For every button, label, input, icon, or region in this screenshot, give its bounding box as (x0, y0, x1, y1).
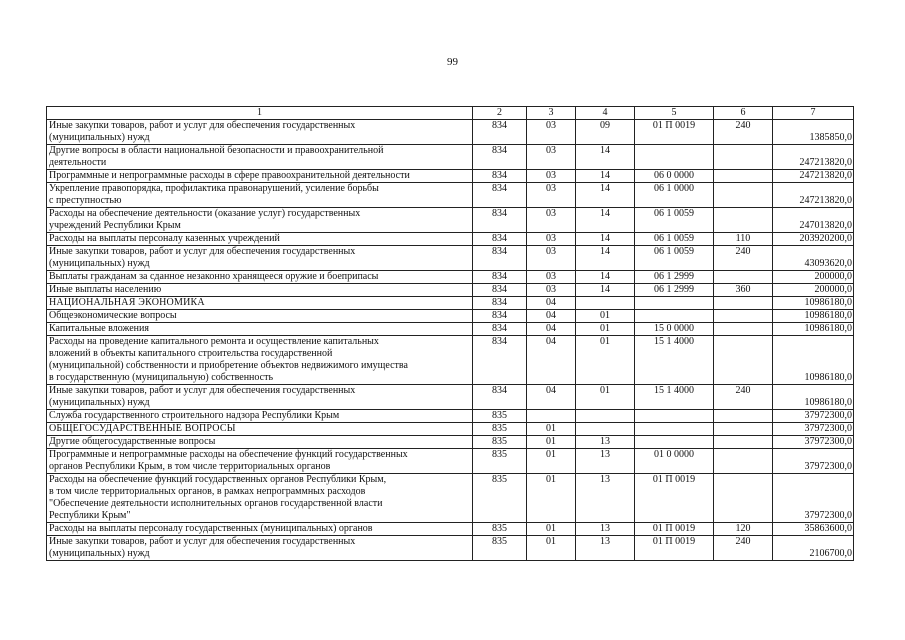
section-code-cell (527, 410, 576, 423)
expense-type-cell: 240 (714, 246, 773, 271)
table-row (47, 183, 854, 208)
target-article-cell (635, 423, 714, 436)
target-article-cell: 06 0 0000 (635, 170, 714, 183)
ministry-code-cell: 834 (473, 145, 527, 170)
item-name-cell: Иные выплаты населению (47, 284, 473, 297)
ministry-code-cell: 834 (473, 246, 527, 271)
expense-type-cell (714, 297, 773, 310)
subsection-code-cell: 13 (576, 449, 635, 474)
expense-type-cell (714, 271, 773, 284)
column-header-6: 6 (714, 107, 773, 120)
expense-type-cell (714, 436, 773, 449)
amount-cell: 203920200,0 (773, 233, 854, 246)
section-code-cell: 03 (527, 233, 576, 246)
ministry-code-cell: 834 (473, 336, 527, 385)
item-name-cell: Расходы на обеспечение деятельности (оказание услуг) государственных учреждений Республики Крым (47, 208, 473, 233)
table-body (47, 120, 854, 561)
section-code-cell: 01 (527, 449, 576, 474)
column-header-7: 7 (773, 107, 854, 120)
target-article-cell (635, 310, 714, 323)
amount-cell: 37972300,0 (773, 423, 854, 436)
ministry-code-cell: 834 (473, 120, 527, 145)
expense-type-cell (714, 183, 773, 208)
target-article-cell: 15 1 4000 (635, 385, 714, 410)
expense-type-cell: 120 (714, 523, 773, 536)
subsection-code-cell: 14 (576, 183, 635, 208)
section-code-cell: 03 (527, 120, 576, 145)
expense-type-cell (714, 423, 773, 436)
amount-cell: 247213820,0 (773, 170, 854, 183)
ministry-code-cell: 835 (473, 536, 527, 561)
ministry-code-cell: 835 (473, 436, 527, 449)
expense-type-cell: 110 (714, 233, 773, 246)
target-article-cell: 01 П 0019 (635, 120, 714, 145)
section-code-cell: 03 (527, 208, 576, 233)
item-name-cell: Выплаты гражданам за сданное незаконно хранящееся оружие и боеприпасы (47, 271, 473, 284)
subsection-code-cell: 01 (576, 323, 635, 336)
target-article-cell: 01 П 0019 (635, 523, 714, 536)
section-code-cell: 04 (527, 297, 576, 310)
subsection-code-cell: 13 (576, 474, 635, 523)
expense-type-cell (714, 145, 773, 170)
column-header-5: 5 (635, 107, 714, 120)
item-name-cell: Иные закупки товаров, работ и услуг для обеспечения государственных (муниципальных) нужд (47, 120, 473, 145)
target-article-cell (635, 145, 714, 170)
subsection-code-cell: 14 (576, 246, 635, 271)
section-code-cell: 01 (527, 523, 576, 536)
amount-cell: 200000,0 (773, 284, 854, 297)
section-code-cell: 04 (527, 323, 576, 336)
ministry-code-cell: 834 (473, 323, 527, 336)
subsection-code-cell: 13 (576, 536, 635, 561)
table-row (47, 208, 854, 233)
subsection-code-cell: 14 (576, 233, 635, 246)
expense-type-cell (714, 336, 773, 385)
item-name-cell: Программные и непрограммные расходы в сфере правоохранительной деятельности (47, 170, 473, 183)
section-code-cell: 03 (527, 271, 576, 284)
ministry-code-cell: 834 (473, 271, 527, 284)
subsection-code-cell (576, 297, 635, 310)
target-article-cell (635, 436, 714, 449)
target-article-cell: 01 П 0019 (635, 474, 714, 523)
expense-type-cell: 240 (714, 536, 773, 561)
item-name-cell: Иные закупки товаров, работ и услуг для обеспечения государственных (муниципальных) нужд (47, 536, 473, 561)
subsection-code-cell: 09 (576, 120, 635, 145)
header-row (47, 107, 854, 120)
subsection-code-cell: 14 (576, 208, 635, 233)
table-row (47, 233, 854, 246)
amount-cell: 200000,0 (773, 271, 854, 284)
amount-cell: 247213820,0 (773, 183, 854, 208)
subsection-code-cell: 14 (576, 170, 635, 183)
ministry-code-cell: 835 (473, 423, 527, 436)
table-row (47, 284, 854, 297)
subsection-code-cell (576, 410, 635, 423)
table-row (47, 170, 854, 183)
amount-cell: 10986180,0 (773, 323, 854, 336)
amount-cell: 10986180,0 (773, 336, 854, 385)
expense-type-cell (714, 449, 773, 474)
table-row (47, 410, 854, 423)
item-name-cell: Укрепление правопорядка, профилактика правонарушений, усиление борьбы с преступностью (47, 183, 473, 208)
section-code-cell: 01 (527, 474, 576, 523)
page-number: 99 (447, 56, 458, 68)
table-row (47, 323, 854, 336)
target-article-cell: 15 1 4000 (635, 336, 714, 385)
section-code-cell: 01 (527, 536, 576, 561)
item-name-cell: Расходы на обеспечение функций государственных органов Республики Крым, в том числе территориальных органов, в рамках непрограммных расходов "Обеспечение деятельности исполнительных органов государственной власти Республики Крым" (47, 474, 473, 523)
item-name-cell: Расходы на проведение капитального ремонта и осуществление капитальных вложений в объекты капитального строительства государственной (муниципальной) собственности и приобретение объектов недвижимого имущества в государственную (муниципальную) собственность (47, 336, 473, 385)
target-article-cell: 06 1 2999 (635, 271, 714, 284)
subsection-code-cell: 13 (576, 523, 635, 536)
expense-type-cell: 240 (714, 120, 773, 145)
target-article-cell (635, 297, 714, 310)
table-row (47, 246, 854, 271)
expense-type-cell (714, 474, 773, 523)
ministry-code-cell: 834 (473, 233, 527, 246)
target-article-cell (635, 410, 714, 423)
subsection-code-cell: 01 (576, 385, 635, 410)
column-header-3: 3 (527, 107, 576, 120)
subsection-code-cell: 01 (576, 310, 635, 323)
ministry-code-cell: 834 (473, 385, 527, 410)
target-article-cell: 01 0 0000 (635, 449, 714, 474)
target-article-cell: 06 1 2999 (635, 284, 714, 297)
expense-type-cell (714, 323, 773, 336)
ministry-code-cell: 834 (473, 310, 527, 323)
amount-cell: 37972300,0 (773, 449, 854, 474)
target-article-cell: 06 1 0059 (635, 208, 714, 233)
ministry-code-cell: 835 (473, 410, 527, 423)
table-row (47, 436, 854, 449)
item-name-cell: Расходы на выплаты персоналу государственных (муниципальных) органов (47, 523, 473, 536)
item-name-cell: Другие общегосударственные вопросы (47, 436, 473, 449)
budget-table (46, 106, 854, 561)
column-header-2: 2 (473, 107, 527, 120)
item-name-cell: Расходы на выплаты персоналу казенных учреждений (47, 233, 473, 246)
ministry-code-cell: 834 (473, 284, 527, 297)
subsection-code-cell: 14 (576, 271, 635, 284)
table-row (47, 310, 854, 323)
expense-type-cell (714, 208, 773, 233)
target-article-cell: 15 0 0000 (635, 323, 714, 336)
item-name-cell: Иные закупки товаров, работ и услуг для обеспечения государственных (муниципальных) нужд (47, 246, 473, 271)
ministry-code-cell: 834 (473, 170, 527, 183)
column-header-1: 1 (47, 107, 473, 120)
expense-type-cell: 360 (714, 284, 773, 297)
subsection-code-cell (576, 423, 635, 436)
expense-type-cell (714, 170, 773, 183)
subsection-code-cell: 14 (576, 284, 635, 297)
target-article-cell: 06 1 0059 (635, 246, 714, 271)
table-row (47, 271, 854, 284)
table-row (47, 536, 854, 561)
expense-type-cell (714, 310, 773, 323)
ministry-code-cell: 834 (473, 208, 527, 233)
target-article-cell: 01 П 0019 (635, 536, 714, 561)
item-name-cell: НАЦИОНАЛЬНАЯ ЭКОНОМИКА (47, 297, 473, 310)
section-code-cell: 03 (527, 284, 576, 297)
amount-cell: 10986180,0 (773, 310, 854, 323)
subsection-code-cell: 14 (576, 145, 635, 170)
amount-cell: 43093620,0 (773, 246, 854, 271)
amount-cell: 247013820,0 (773, 208, 854, 233)
target-article-cell: 06 1 0059 (635, 233, 714, 246)
ministry-code-cell: 835 (473, 523, 527, 536)
subsection-code-cell: 01 (576, 336, 635, 385)
table-row (47, 423, 854, 436)
table-row (47, 145, 854, 170)
table-row (47, 336, 854, 385)
item-name-cell: Иные закупки товаров, работ и услуг для обеспечения государственных (муниципальных) нужд (47, 385, 473, 410)
section-code-cell: 04 (527, 336, 576, 385)
table-row (47, 449, 854, 474)
section-code-cell: 01 (527, 423, 576, 436)
item-name-cell: Служба государственного строительного надзора Республики Крым (47, 410, 473, 423)
amount-cell: 37972300,0 (773, 474, 854, 523)
amount-cell: 10986180,0 (773, 297, 854, 310)
item-name-cell: Программные и непрограммные расходы на обеспечение функций государственных органов Республики Крым, в том числе территориальных органов (47, 449, 473, 474)
ministry-code-cell: 834 (473, 297, 527, 310)
section-code-cell: 03 (527, 183, 576, 208)
table-row (47, 385, 854, 410)
ministry-code-cell: 835 (473, 449, 527, 474)
amount-cell: 2106700,0 (773, 536, 854, 561)
ministry-code-cell: 835 (473, 474, 527, 523)
subsection-code-cell: 13 (576, 436, 635, 449)
table-row (47, 120, 854, 145)
target-article-cell: 06 1 0000 (635, 183, 714, 208)
amount-cell: 1385850,0 (773, 120, 854, 145)
item-name-cell: Капитальные вложения (47, 323, 473, 336)
table-row (47, 297, 854, 310)
expense-type-cell: 240 (714, 385, 773, 410)
section-code-cell: 01 (527, 436, 576, 449)
amount-cell: 37972300,0 (773, 410, 854, 423)
item-name-cell: Общеэкономические вопросы (47, 310, 473, 323)
section-code-cell: 04 (527, 310, 576, 323)
amount-cell: 10986180,0 (773, 385, 854, 410)
amount-cell: 35863600,0 (773, 523, 854, 536)
section-code-cell: 04 (527, 385, 576, 410)
table-row (47, 523, 854, 536)
section-code-cell: 03 (527, 246, 576, 271)
expense-type-cell (714, 410, 773, 423)
item-name-cell: ОБЩЕГОСУДАРСТВЕННЫЕ ВОПРОСЫ (47, 423, 473, 436)
amount-cell: 247213820,0 (773, 145, 854, 170)
amount-cell: 37972300,0 (773, 436, 854, 449)
section-code-cell: 03 (527, 145, 576, 170)
table-row (47, 474, 854, 523)
item-name-cell: Другие вопросы в области национальной безопасности и правоохранительной деятельности (47, 145, 473, 170)
column-header-4: 4 (576, 107, 635, 120)
ministry-code-cell: 834 (473, 183, 527, 208)
section-code-cell: 03 (527, 170, 576, 183)
